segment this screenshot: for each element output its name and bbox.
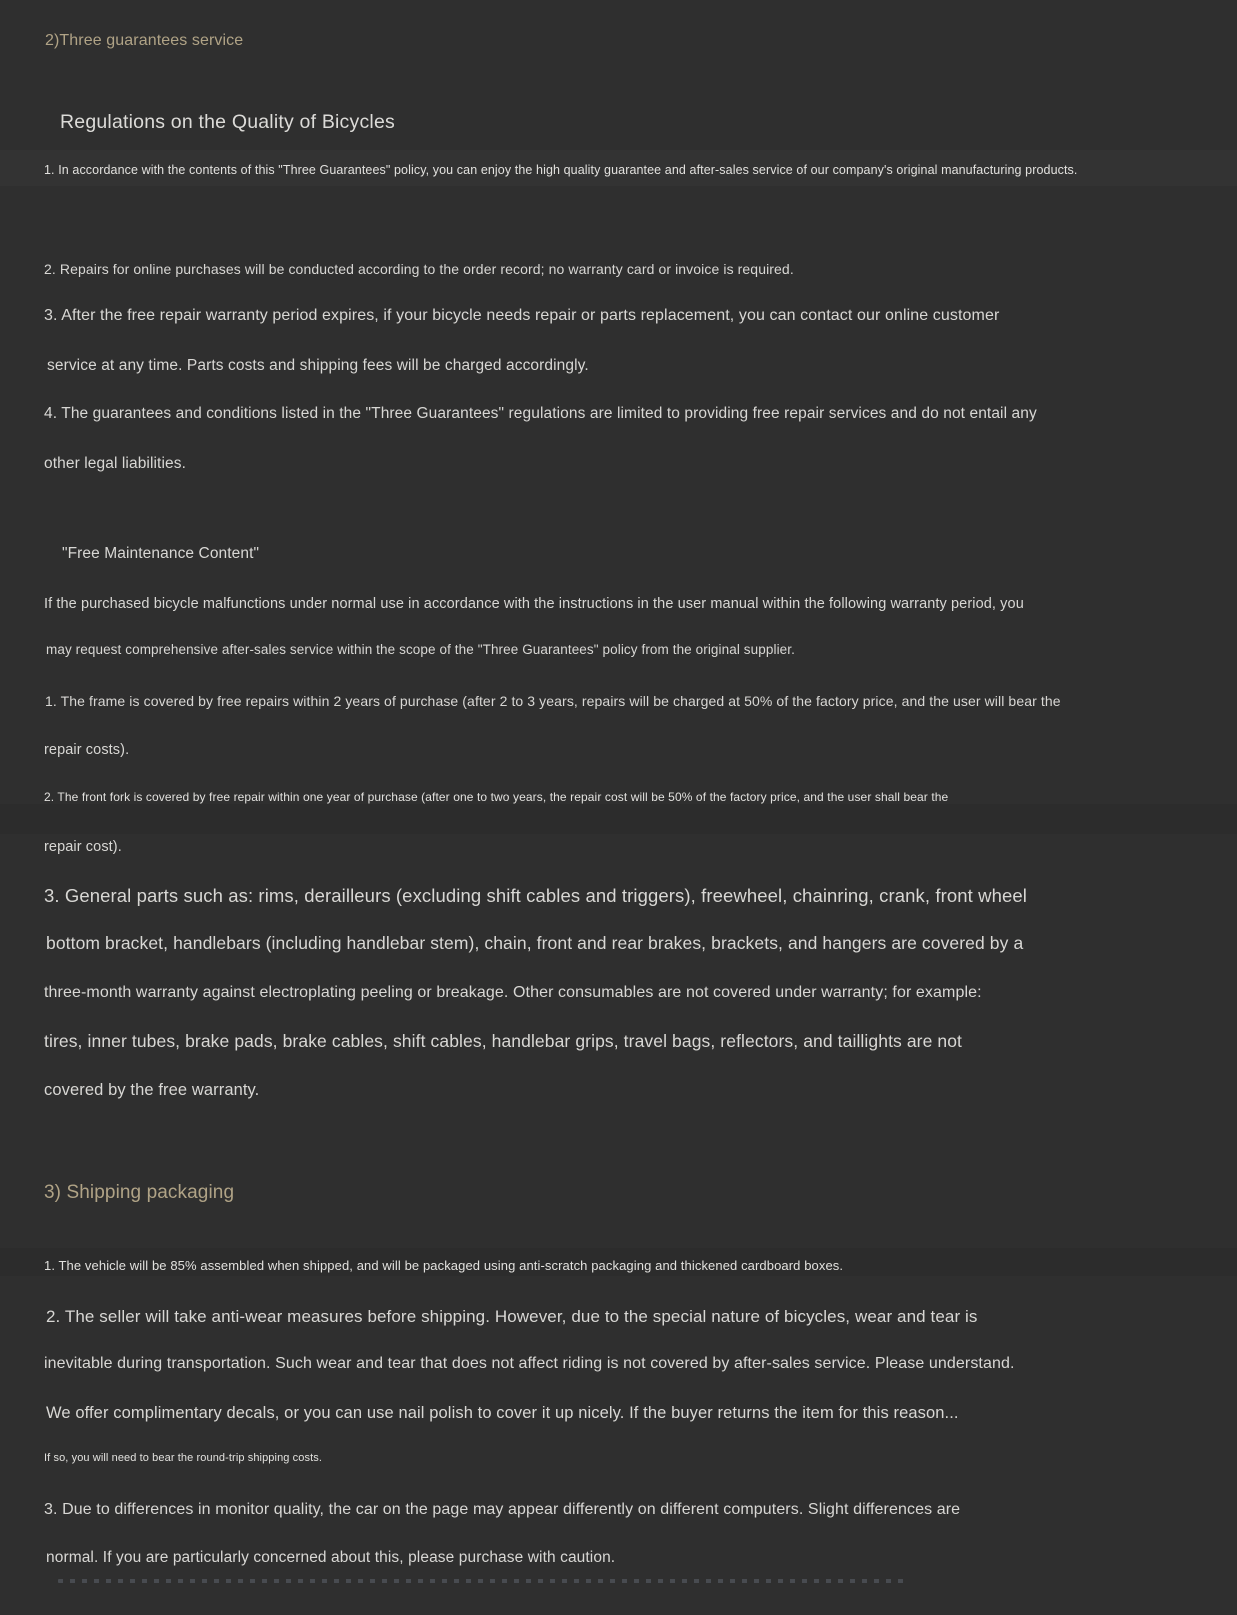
shipping-item-1: 1. The vehicle will be 85% assembled when shipped, and will be packaged using anti-scratch packaging and thickened cardboard boxes. [44, 1258, 844, 1273]
maintenance-item-3-line-3: three-month warranty against electroplating peeling or breakage. Other consumables are not covered under warranty; for example: [44, 984, 982, 1001]
shipping-item-2-line-1: 2. The seller will take anti-wear measures before shipping. However, due to the special nature of bicycles, wear and tear is [46, 1307, 978, 1326]
maintenance-item-3-line-5: covered by the free warranty. [44, 1081, 260, 1099]
guarantee-item-2: 2. Repairs for online purchases will be conducted according to the order record; no warranty card or invoice is required. [44, 261, 794, 277]
maintenance-item-3-line-4: tires, inner tubes, brake pads, brake cables, shift cables, handlebar grips, travel bags, reflectors, and taillights are not [44, 1031, 963, 1051]
maintenance-intro-line-2: may request comprehensive after-sales service within the scope of the "Three Guarantees" policy from the original supplier. [46, 642, 795, 657]
shipping-item-3-line-1: 3. Due to differences in monitor quality, the car on the page may appear differently on different computers. Slight differences are [44, 1501, 961, 1518]
jpeg-artifact-band [0, 804, 1237, 834]
maintenance-item-2-line-1: 2. The front fork is covered by free repair within one year of purchase (after one to two years, the repair cost will be 50% of the factory price, and the user shall bear the [44, 790, 949, 804]
maintenance-item-3-line-2: bottom bracket, handlebars (including handlebar stem), chain, front and rear brakes, brackets, and hangers are covered by a [46, 933, 1024, 953]
shipping-item-2-note: If so, you will need to bear the round-trip shipping costs. [44, 1452, 322, 1464]
free-maintenance-subtitle: "Free Maintenance Content" [62, 545, 260, 562]
guarantee-item-3-line-2: service at any time. Parts costs and shipping fees will be charged accordingly. [47, 357, 589, 374]
guarantee-item-4-line-2: other legal liabilities. [44, 455, 186, 472]
section-heading-shipping-packaging: 3) Shipping packaging [44, 1182, 235, 1203]
section-heading-three-guarantees: 2)Three guarantees service [45, 32, 244, 49]
shipping-item-2-line-3: We offer complimentary decals, or you can use nail polish to cover it up nicely. If the buyer returns the item for this reason... [46, 1404, 959, 1422]
guarantee-item-3-line-1: 3. After the free repair warranty period expires, if your bicycle needs repair or parts replacement, you can contact our online customer [44, 307, 1000, 324]
maintenance-intro-line-1: If the purchased bicycle malfunctions under normal use in accordance with the instructions in the user manual within the following warranty period, you [44, 596, 1024, 612]
cropped-text-remnant [58, 1579, 910, 1583]
maintenance-item-1-line-2: repair costs). [44, 742, 130, 758]
maintenance-item-3-line-1: 3. General parts such as: rims, derailleurs (excluding shift cables and triggers), freewheel, chainring, crank, front wheel [44, 885, 1027, 906]
guarantee-item-4-line-1: 4. The guarantees and conditions listed in the "Three Guarantees" regulations are limited to providing free repair services and do not entail any [44, 405, 1037, 422]
quality-regulations-title: Regulations on the Quality of Bicycles [60, 111, 395, 133]
maintenance-item-1-line-1: 1. The frame is covered by free repairs within 2 years of purchase (after 2 to 3 years, repairs will be charged at 50% of the factory price, and the user will bear the [45, 693, 1061, 709]
shipping-item-3-line-2: normal. If you are particularly concerned about this, please purchase with caution. [46, 1549, 616, 1566]
maintenance-item-2-line-2: repair cost). [44, 839, 122, 855]
guarantee-item-1: 1. In accordance with the contents of this "Three Guarantees" policy, you can enjoy the high quality guarantee and after-sales service of our company's original manufacturing products. [44, 163, 1078, 177]
shipping-item-2-line-2: inevitable during transportation. Such wear and tear that does not affect riding is not covered by after-sales service. Please understand. [44, 1355, 1015, 1372]
